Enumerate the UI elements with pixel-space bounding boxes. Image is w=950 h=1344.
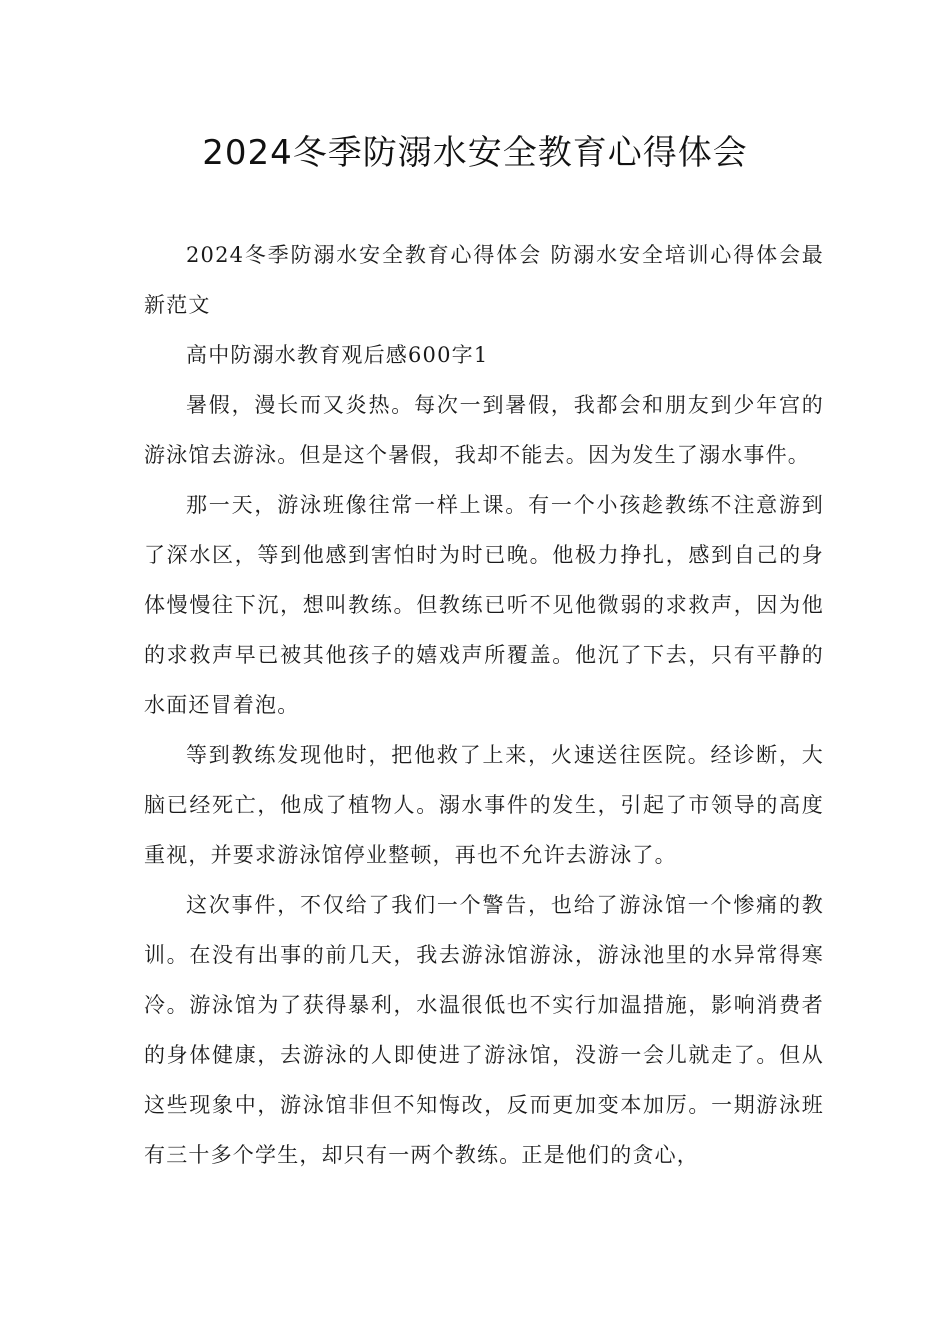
paragraph-heading: 高中防溺水教育观后感600字1 <box>186 343 489 367</box>
document-title: 2024冬季防溺水安全教育心得体会 <box>202 133 748 173</box>
paragraph-3: 等到教练发现他时，把他救了上来，火速送往医院。经诊断，大脑已经死亡，他成了植物人。溺水事件的发生，引起了市领导的高度重视，并要求游泳馆停业整顿，再也不允许去游泳了。 <box>144 743 824 867</box>
paragraph-subtitle: 2024冬季防溺水安全教育心得体会 防溺水安全培训心得体会最新范文 <box>144 243 824 317</box>
paragraph-2: 那一天，游泳班像往常一样上课。有一个小孩趁教练不注意游到了深水区，等到他感到害怕时为时已晚。他极力挣扎，感到自己的身体慢慢往下沉，想叫教练。但教练已听不见他微弱的求救声，因为他的求救声早已被其他孩子的嬉戏声所覆盖。他沉了下去，只有平静的水面还冒着泡。 <box>144 493 824 717</box>
document-body <box>144 230 824 1180</box>
paragraph-4: 这次事件，不仅给了我们一个警告，也给了游泳馆一个惨痛的教训。在没有出事的前几天，我去游泳馆游泳，游泳池里的水异常得寒冷。游泳馆为了获得暴利，水温很低也不实行加温措施，影响消费者的身体健康，去游泳的人即使进了游泳馆，没游一会儿就走了。但从这些现象中，游泳馆非但不知悔改，反而更加变本加厉。一期游泳班有三十多个学生，却只有一两个教练。正是他们的贪心， <box>144 893 824 1167</box>
paragraph-1: 暑假，漫长而又炎热。每次一到暑假，我都会和朋友到少年宫的游泳馆去游泳。但是这个暑假，我却不能去。因为发生了溺水事件。 <box>144 393 824 467</box>
